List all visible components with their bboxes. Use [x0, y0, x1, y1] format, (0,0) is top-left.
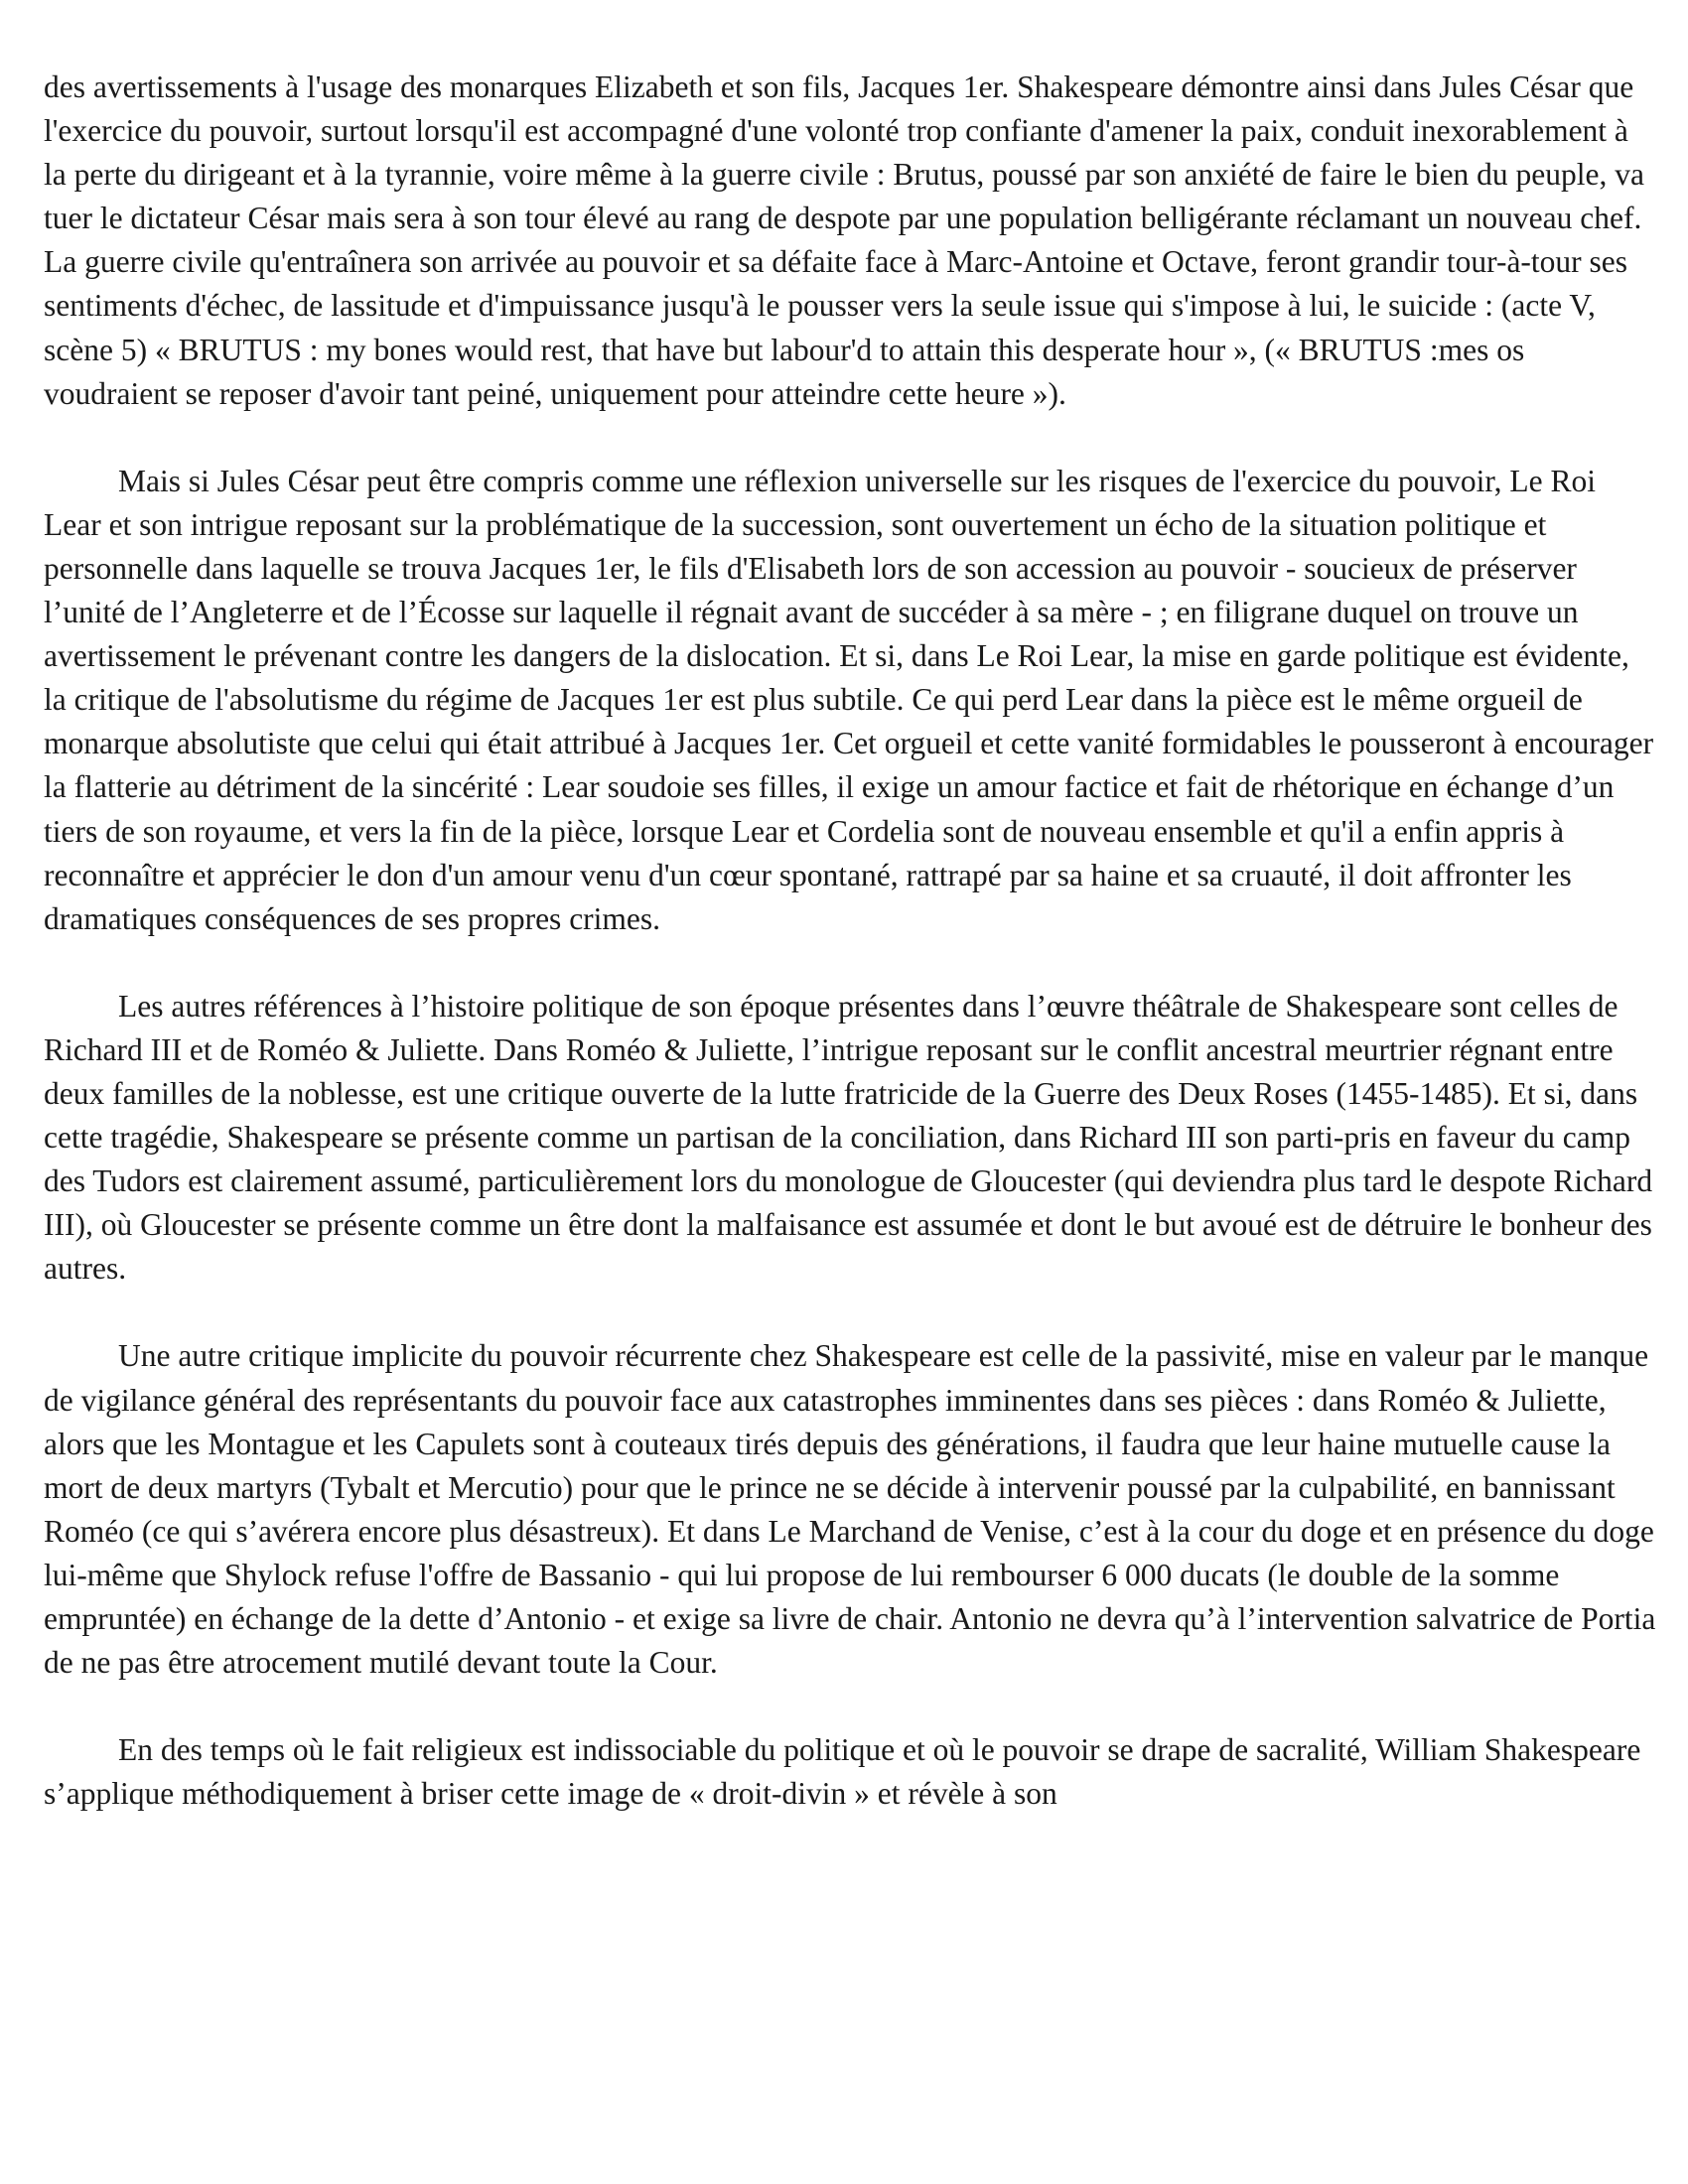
paragraph-5: En des temps où le fait religieux est indissociable du politique et où le pouvoir se drape de sacralité, William Shakespeare s’applique méthodiquement à briser cette image de « droit-divin » et révèle à son	[44, 1732, 1641, 1812]
paragraph-2: Mais si Jules César peut être compris comme une réflexion universelle sur les risques de l'exercice du pouvoir, Le Roi Lear et son intrigue reposant sur la problématique de la succession, sont ouvertement un écho de la situation politique et personnelle dans laquelle se trouva Jacques 1er, le fils d'Elisabeth lors de son accession au pouvoir - soucieux de préserver l’unité de l’Angleterre et de l’Écosse sur laquelle il régnait avant de succéder à sa mère - ; en filigrane duquel on trouve un avertissement le prévenant contre les dangers de la dislocation. Et si, dans Le Roi Lear, la mise en garde politique est évidente, la critique de l'absolutisme du régime de Jacques 1er est plus subtile. Ce qui perd Lear dans la pièce est le même orgueil de monarque absolutiste que celui qui était attribué à Jacques 1er. Cet orgueil et cette vanité formidables le pousseront à encourager la flatterie au détriment de la sincérité : Lear soudoie ses filles, il exige un amour factice et fait de rhétorique en échange d’un tiers de son royaume, et vers la fin de la pièce, lorsque Lear et Cordelia sont de nouveau ensemble et qu'il a enfin appris à reconnaître et apprécier le don d'un amour venu d'un cœur spontané, rattrapé par sa haine et sa cruauté, il doit affronter les dramatiques conséquences de ses propres crimes.	[44, 463, 1654, 936]
document-page	[44, 66, 1657, 1859]
paragraph-4: Une autre critique implicite du pouvoir récurrente chez Shakespeare est celle de la passivité, mise en valeur par le manque de vigilance général des représentants du pouvoir face aux catastrophes imminentes dans ses pièces : dans Roméo & Juliette, alors que les Montague et les Capulets sont à couteaux tirés depuis des générations, il faudra que leur haine mutuelle cause la mort de deux martyrs (Tybalt et Mercutio) pour que le prince ne se décide à intervenir poussé par la culpabilité, en bannissant Roméo (ce qui s’avérera encore plus désastreux). Et dans Le Marchand de Venise, c’est à la cour du doge et en présence du doge lui-même que Shylock refuse l'offre de Bassanio - qui lui propose de lui rembourser 6 000 ducats (le double de la somme empruntée) en échange de la dette d’Antonio - et exige sa livre de chair. Antonio ne devra qu’à l’intervention salvatrice de Portia de ne pas être atrocement mutilé devant toute la Cour.	[44, 1338, 1656, 1681]
paragraph-3: Les autres références à l’histoire politique de son époque présentes dans l’œuvre théâtrale de Shakespeare sont celles de Richard III et de Roméo & Juliette. Dans Roméo & Juliette, l’intrigue reposant sur le conflit ancestral meurtrier régnant entre deux familles de la noblesse, est une critique ouverte de la lutte fratricide de la Guerre des Deux Roses (1455-1485). Et si, dans cette tragédie, Shakespeare se présente comme un partisan de la conciliation, dans Richard III son parti-pris en faveur du camp des Tudors est clairement assumé, particulièrement lors du monologue de Gloucester (qui deviendra plus tard le despote Richard III), où Gloucester se présente comme un être dont la malfaisance est assumée et dont le but avoué est de détruire le bonheur des autres.	[44, 988, 1653, 1287]
paragraph-1: des avertissements à l'usage des monarques Elizabeth et son fils, Jacques 1er. Shakespeare démontre ainsi dans Jules César que l'exercice du pouvoir, surtout lorsqu'il est accompagné d'une volonté trop confiante d'amener la paix, conduit inexorablement à la perte du dirigeant et à la tyrannie, voire même à la guerre civile : Brutus, poussé par son anxiété de faire le bien du peuple, va tuer le dictateur César mais sera à son tour élevé au rang de despote par une population belligérante réclamant un nouveau chef. La guerre civile qu'entraînera son arrivée au pouvoir et sa défaite face à Marc-Antoine et Octave, feront grandir tour-à-tour ses sentiments d'échec, de lassitude et d'impuissance jusqu'à le pousser vers la seule issue qui s'impose à lui, le suicide : (acte V, scène 5) « BRUTUS : my bones would rest, that have but labour'd to attain this desperate hour », (« BRUTUS :mes os voudraient se reposer d'avoir tant peiné, uniquement pour atteindre cette heure »).	[44, 69, 1645, 411]
